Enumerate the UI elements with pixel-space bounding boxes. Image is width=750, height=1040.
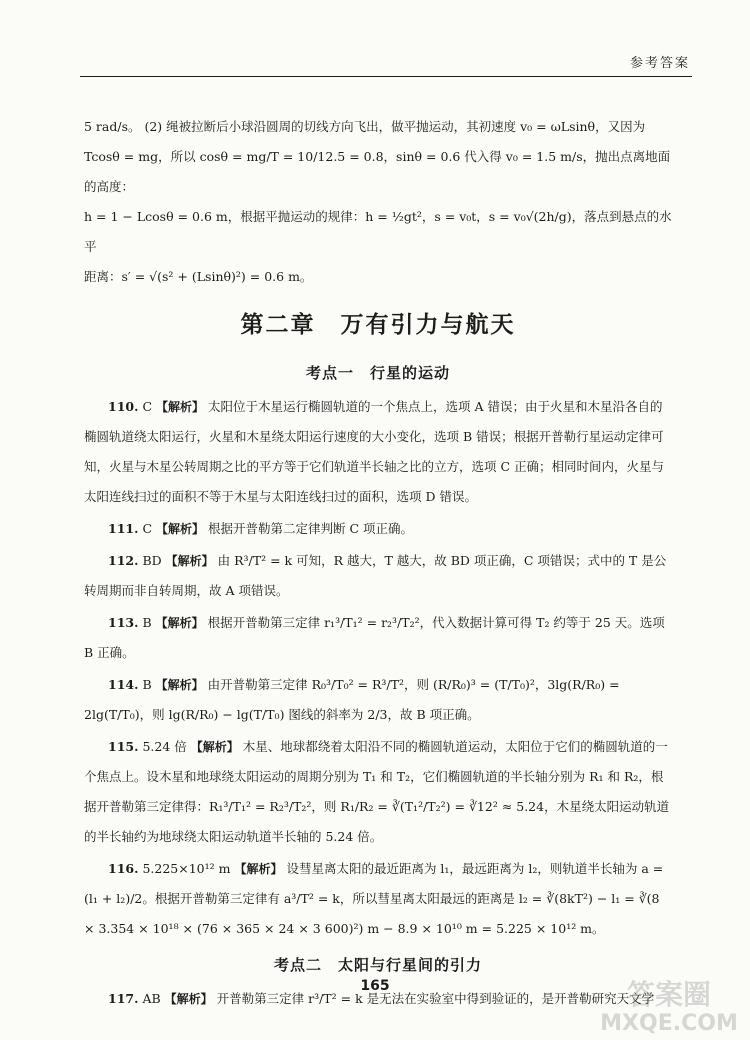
answer-text: 开普勒第三定律 r³/T² = k 是无法在实验室中得到验证的，是开普勒研究天文学 — [216, 991, 655, 1006]
analysis-tag: 【解析】 — [155, 678, 204, 692]
answer-choice: 5.24 倍 — [142, 739, 187, 754]
answer-text: 木星、地球都绕着太阳沿不同的椭圆轨道运动，太阳位于它们的椭圆轨道的一个焦点上。设木星和地球绕太阳运动的周期分别为 T₁ 和 T₂，它们椭圆轨道的半长轴分别为 R₁ 和 R₂，根据开普勒第三定律得：R₁³/T₁² = R₂³/T₂²，则 R₁/R₂ = ∛(T₁²/T₂²) = ∛12² ≈ 5.24，木星绕太阳运动轨道的半长轴约为地球绕太阳运动轨道半长轴的 5.24 倍。 — [84, 739, 670, 844]
analysis-tag: 【解析】 — [164, 992, 213, 1006]
answer-111 — [84, 514, 672, 544]
answer-113 — [84, 608, 672, 668]
answer-number: 116. — [108, 861, 139, 876]
analysis-tag: 【解析】 — [190, 740, 239, 754]
top-line-2: Tcosθ = mg，所以 cosθ = mg/T = 10/12.5 = 0.8，sinθ = 0.6 代入得 v₀ = 1.5 m/s，抛出点离地面的高度： — [84, 149, 671, 194]
answer-text: 根据开普勒第三定律 r₁³/T₁² = r₂³/T₂²，代入数据计算可得 T₂ 约等于 25 天。选项 B 正确。 — [84, 615, 665, 660]
answer-choice: 5.225×10¹² m — [142, 861, 231, 876]
answer-number: 115. — [108, 739, 139, 754]
watermark-logo — [594, 974, 744, 1036]
answer-114 — [84, 670, 672, 730]
answer-text: 由 R³/T² = k 可知，R 越大，T 越大，故 BD 项正确，C 项错误；式中的 T 是公转周期而非自转周期，故 A 项错误。 — [84, 553, 667, 598]
answer-116 — [84, 854, 672, 944]
header-rule — [80, 76, 692, 77]
page-number: 165 — [360, 978, 390, 994]
answer-number: 110. — [108, 399, 139, 414]
top-line-3: h = 1 − Lcosθ = 0.6 m，根据平抛运动的规律：h = ½gt²，s = v₀t，s = v₀√(2h/g)，落点到悬点的水平 — [84, 209, 672, 254]
top-line-4: 距离：s′ = √(s² + (Lsinθ)²) = 0.6 m。 — [84, 269, 313, 284]
answer-choice: C — [142, 521, 153, 536]
answer-text: 根据开普勒第二定律判断 C 项正确。 — [208, 521, 414, 536]
answer-number: 114. — [108, 677, 139, 692]
answer-110 — [84, 392, 672, 512]
answer-text: 太阳位于木星运行椭圆轨道的一个焦点上，选项 A 错误；由于火星和木星沿各自的椭圆轨道绕太阳运行，火星和木星绕太阳运行速度的大小变化，选项 B 错误；根据开普勒行星运动定律可知，火星与木星公转周期之比的平方等于它们轨道半长轴之比的立方，选项 C 正确；相同时间内，火星与太阳连线扫过的面积不等于木星与太阳连线扫过的面积，选项 D 错误。 — [84, 399, 665, 504]
page-content — [84, 112, 672, 1014]
top-line-1: 5 rad/s。 (2) 绳被拉断后小球沿圆周的切线方向飞出，做平抛运动，其初速度 v₀ = ωLsinθ，又因为 — [84, 119, 646, 134]
answer-number: 112. — [108, 553, 139, 568]
answer-choice: BD — [142, 553, 162, 568]
analysis-tag: 【解析】 — [155, 616, 204, 630]
analysis-tag: 【解析】 — [234, 862, 283, 876]
answer-115 — [84, 732, 672, 852]
watermark-site: MXQE.COM — [600, 1011, 738, 1036]
answer-choice: B — [142, 677, 152, 692]
answer-text: 设彗星离太阳的最近距离为 l₁，最远距离为 l₂，则轨道半长轴为 a = (l₁ + l₂)/2。根据开普勒第三定律有 a³/T² = k，所以彗星离太阳最远的距离是 l₂ = ∛(8kT²) − l₁ = ∛(8 × 3.354 × 10¹⁸ × (76 × 365 × 24 × 3 600)²) m − 8.9 × 10¹⁰ m = 5.225 × 10¹² m。 — [84, 861, 664, 936]
analysis-tag: 【解析】 — [156, 522, 205, 536]
answer-number: 113. — [108, 615, 139, 630]
answer-112 — [84, 546, 672, 606]
section-title-1: 考点一 行星的运动 — [305, 364, 450, 382]
analysis-tag: 【解析】 — [165, 554, 214, 568]
answer-number: 111. — [108, 521, 139, 536]
section-title-2: 考点二 太阳与行星间的引力 — [273, 956, 482, 974]
answer-text: 由开普勒第三定律 R₀³/T₀² = R³/T²，则 (R/R₀)³ = (T/T₀)²，3lg(R/R₀) = 2lg(T/T₀)，则 lg(R/R₀) − lg(T/T₀) 图线的斜率为 2/3，故 B 项正确。 — [84, 677, 620, 722]
answer-number: 117. — [108, 991, 139, 1006]
answer-choice: AB — [142, 991, 161, 1006]
chapter-title: 第二章 万有引力与航天 — [240, 312, 516, 338]
header-label: 参考答案 — [629, 56, 690, 71]
watermark-text: 答案圈 — [626, 978, 712, 1011]
answer-choice: C — [142, 399, 153, 414]
answer-choice: B — [142, 615, 152, 630]
analysis-tag: 【解析】 — [156, 400, 205, 414]
